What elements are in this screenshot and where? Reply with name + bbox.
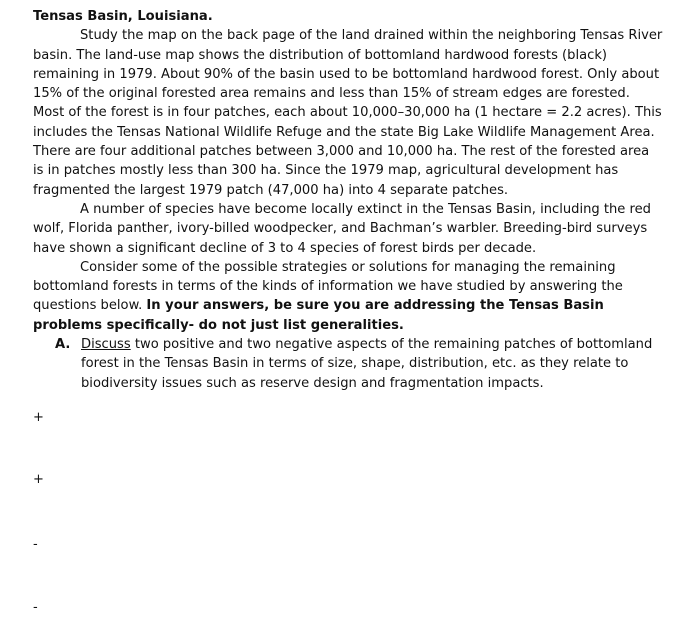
answer-marker-positive-1: + [33, 410, 44, 425]
question-a-text: two positive and two negative aspects of the remaining patches of bottomland forest in the Tensas Basin in terms of size, shape, distribution, etc. as they relate to biodiversity issues such as reserve design and fragmentation impacts. [81, 337, 653, 391]
question-a [33, 335, 663, 393]
answer-marker-positive-2: + [33, 472, 44, 487]
instructions-text: Consider some of the possible strategies or solutions for managing the remaining bottomland forests in terms of the kinds of information we have studied by answering the questions below. [33, 259, 623, 314]
question-a-letter: A. [55, 337, 71, 353]
answer-marker-negative-1: - [33, 537, 38, 552]
document-page [33, 7, 663, 393]
paragraph-study-map: Study the map on the back page of the land drained within the neighboring Tensas River basin. The land-use map shows the distribution of bottomland hardwood forests (black) remaining in 1979. About 90% of the basin used to be bottomland hardwood forest. Only about 15% of the original forested area remains and less than 15% of stream edges are forested. Most of the forest is in four patches, each about 10,000–30,000 ha (1 hectare = 2.2 acres). This includes the Tensas National Wildlife Refuge and the state Big Lake Wildlife Management Area. There are four additional patches between 3,000 and 10,000 ha. The rest of the forested area is in patches mostly less than 300 ha. Since the 1979 map, agricultural development has fragmented the largest 1979 patch (47,000 ha) into 4 separate patches. [33, 28, 663, 198]
document-title: Tensas Basin, Louisiana. [33, 9, 213, 24]
question-a-verb: Discuss [81, 337, 131, 353]
paragraph-extinct-species: A number of species have become locally extinct in the Tensas Basin, including the red wolf, Florida panther, ivory-billed woodpecker, and Bachman’s warbler. Breeding-bird surveys have shown a significant decline of 3 to 4 species of forest birds per decade. [33, 201, 651, 256]
paragraph-instructions [33, 258, 663, 335]
instructions-bold-text: In your answers, be sure you are addressing the Tensas Basin problems specifically- do not just list generalities. [33, 298, 604, 333]
answer-marker-negative-2: - [33, 600, 38, 615]
